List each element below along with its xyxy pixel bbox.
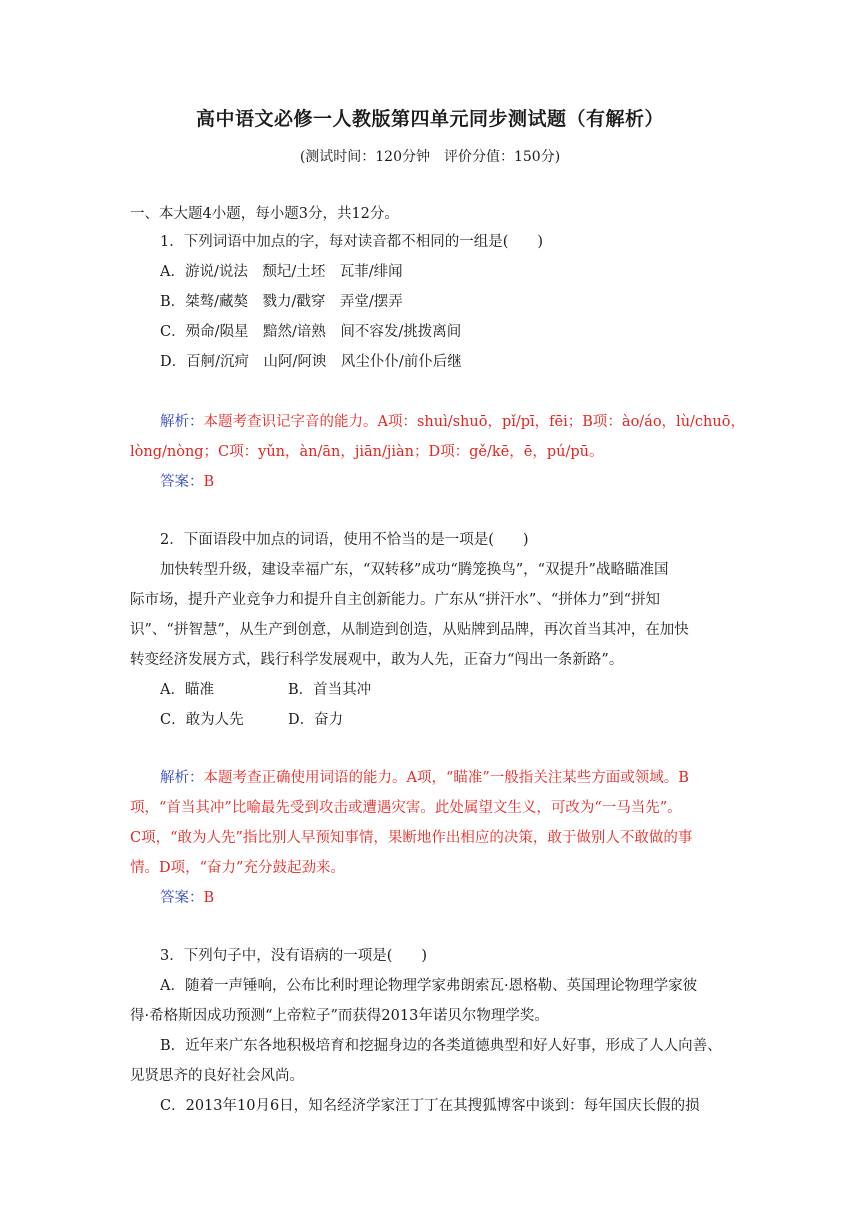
q3-option-a-line-1: A．随着一声锤响，公布比利时理论物理学家弗朗索瓦·恩格勒、英国理论物理学家彼 [160,978,698,994]
q1-stem: 1．下列词语中加点的字，每对读音都不相同的一组是( ) [160,234,544,250]
q2-stem: 2．下面语段中加点的词语，使用不恰当的是一项是( ) [160,532,529,548]
q3-option-c-line-1: C．2013年10月6日，知名经济学家汪丁丁在其搜狐博客中谈到：每年国庆长假的损 [160,1098,700,1114]
q2-option-c: C．敢为人先 [160,712,244,728]
section-heading: 一、本大题4小题，每小题3分，共12分。 [130,206,399,222]
q2-analysis-line-1 [160,768,689,788]
q2-answer-label: 答案： [160,890,204,906]
q2-analysis-line-4: 情。D项，“奋力”充分鼓起劲来。 [130,860,345,876]
q2-passage-line-3: 识”、“拼智慧”，从生产到创意，从制造到创造，从贴牌到品牌，再次首当其冲，在加快 [130,622,689,638]
q2-option-d: D．奋力 [288,712,344,728]
q3-option-b-line-1: B．近年来广东各地积极培育和挖掘身边的各类道德典型和好人好事，形成了人人向善、 [160,1038,722,1054]
q3-option-a-line-2: 得·希格斯因成功预测“上帝粒子”而获得2013年诺贝尔物理学奖。 [130,1008,549,1024]
q2-analysis-text-1: 本题考查正确使用词语的能力。A项，“瞄准”一般指关注某些方面或领域。B [203,770,689,786]
q2-option-b: B．首当其冲 [288,682,372,698]
q1-analysis-label: 解析： [160,414,204,430]
q1-answer-value: B [203,474,215,490]
q1-analysis-text-1: 本题考查识记字音的能力。A项：shuì/shuō，pǐ/pī，fēi；B项：ào/áo，lù/chuō， [203,414,745,430]
q1-answer-label: 答案： [160,474,204,490]
q2-analysis-line-2: 项，“首当其冲”比喻最先受到攻击或遭遇灾害。此处属望文生义，可改为“一马当先”。 [130,800,682,816]
q2-option-a: A．瞄准 [160,682,214,698]
q1-answer [160,472,214,492]
q1-analysis-line-1 [160,412,745,432]
q2-analysis-line-3: C项，“敢为人先”指比别人早预知事情，果断地作出相应的决策，敢于做别人不敢做的事 [130,830,693,846]
q2-passage-line-1: 加快转型升级，建设幸福广东，“双转移”成功“腾笼换鸟”，“双提升”战略瞄准国 [160,562,669,578]
q3-stem: 3．下列句子中，没有语病的一项是( ) [160,948,428,964]
q2-answer [160,888,214,908]
q2-passage-line-4: 转变经济发展方式，践行科学发展观中，敢为人先，正奋力“闯出一条新路”。 [130,652,624,668]
q2-analysis-label: 解析： [160,770,204,786]
q3-option-b-line-2: 见贤思齐的良好社会风尚。 [130,1068,304,1084]
q1-option-d: D．百舸/沉疴 山阿/阿谀 风尘仆仆/前仆后继 [160,354,462,370]
q1-analysis-line-2: lòng/nòng；C项：yǔn，àn/ān，jiān/jiàn；D项：gě/kē，ē，pú/pū。 [130,444,604,460]
document-subtitle: (测试时间：120分钟 评价分值：150分) [299,149,561,165]
q1-option-a: A．游说/说法 颓圮/土坯 瓦菲/绯闻 [160,264,403,280]
document-title: 高中语文必修一人教版第四单元同步测试题（有解析） [195,108,664,130]
q2-answer-value: B [203,890,215,906]
q1-option-b: B．桀骜/藏獒 戮力/戳穿 弄堂/摆弄 [160,294,403,310]
q1-option-c: C．殒命/陨星 黯然/谙熟 间不容发/挑拨离间 [160,324,462,340]
q2-passage-line-2: 际市场，提升产业竞争力和提升自主创新能力。广东从“拼汗水”、“拼体力”到“拼知 [130,592,661,608]
